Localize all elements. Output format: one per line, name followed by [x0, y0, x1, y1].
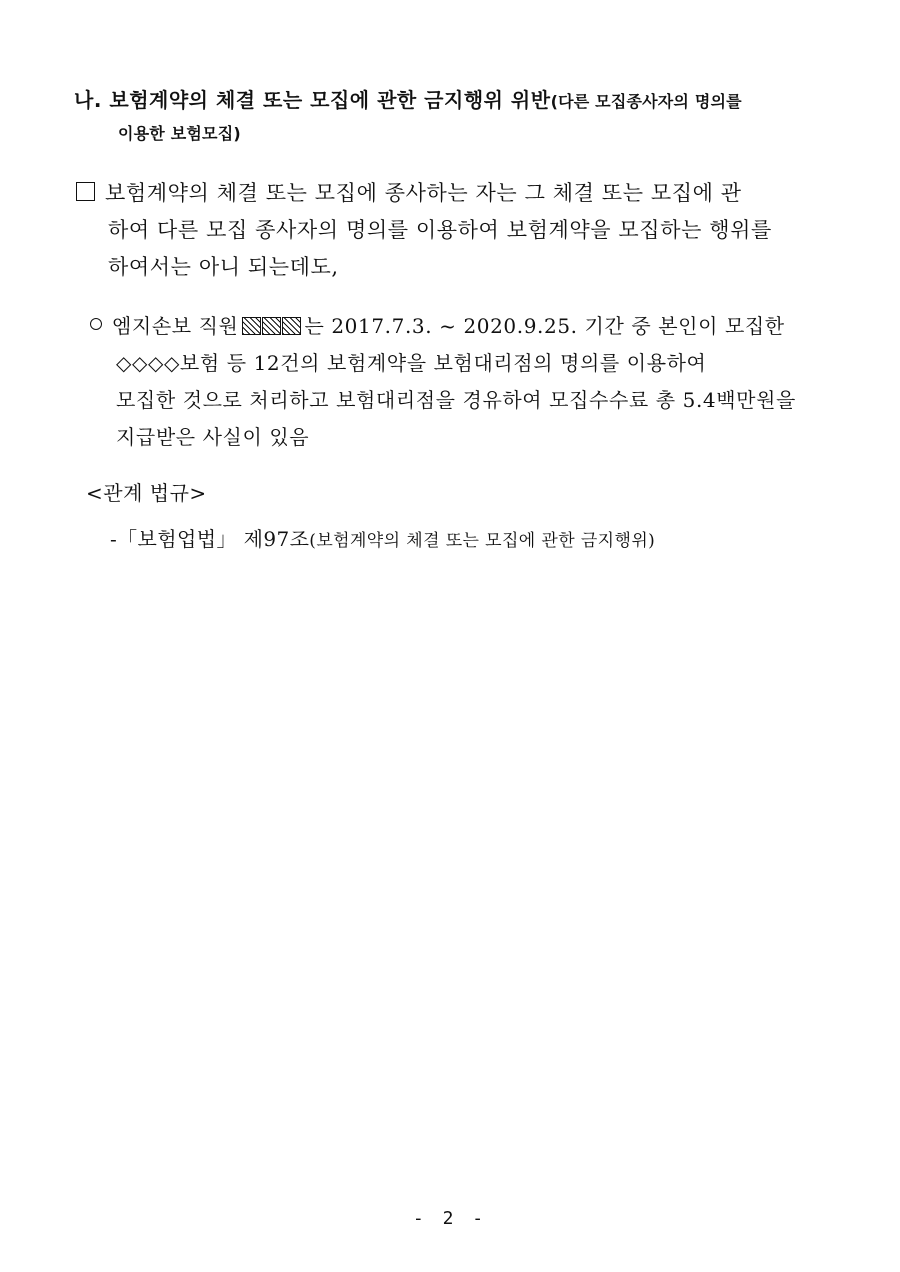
box-item-line-2: 하여 다른 모집 종사자의 명의를 이용하여 보험계약을 모집하는 행위를 [108, 218, 772, 242]
box-item-paragraph [76, 175, 846, 286]
circle-item-text-after: 는 2017.7.3. ~ 2020.9.25. 기간 중 본인이 모집한 [304, 314, 785, 338]
law-heading: <관계 법규> [86, 481, 207, 505]
circle-item-text-before: 엠지손보 직원 [112, 314, 239, 338]
heading-line-1 [74, 84, 844, 118]
heading-main: 나. 보험계약의 체결 또는 모집에 관한 금지행위 위반 [74, 88, 551, 112]
box-item-line-1 [76, 175, 846, 212]
circle-item-paragraph [90, 308, 860, 456]
box-item-text-1: 보험계약의 체결 또는 모집에 종사하는 자는 그 체결 또는 모집에 관 [105, 181, 742, 205]
page-number: - 2 - [412, 1208, 488, 1229]
masked-name [242, 308, 302, 345]
masked-char-icon [242, 317, 261, 335]
circle-item-line-3: 모집한 것으로 처리하고 보험대리점을 경유하여 모집수수료 총 5.4백만원을 [116, 388, 796, 412]
heading-sub-1: (다른 모집종사자의 명의를 [550, 92, 742, 111]
law-item [110, 524, 655, 556]
box-item-line-3: 하여서는 아니 되는데도, [108, 255, 339, 279]
bullet-circle-icon [90, 318, 102, 330]
law-item-detail: (보험계약의 체결 또는 모집에 관한 금지행위) [309, 531, 656, 551]
section-heading [74, 84, 844, 150]
circle-item-line-4: 지급받은 사실이 있음 [116, 425, 310, 449]
law-item-main: -「보험업법」 제97조 [110, 527, 310, 551]
circle-item-line-1 [90, 308, 860, 345]
circle-item-line-2: ◇◇◇◇보험 등 12건의 보험계약을 보험대리점의 명의를 이용하여 [116, 351, 707, 375]
heading-sub-2: 이용한 보험모집) [118, 124, 241, 143]
masked-char-icon [282, 317, 301, 335]
masked-char-icon [262, 317, 281, 335]
checkbox-square-icon [76, 182, 95, 201]
